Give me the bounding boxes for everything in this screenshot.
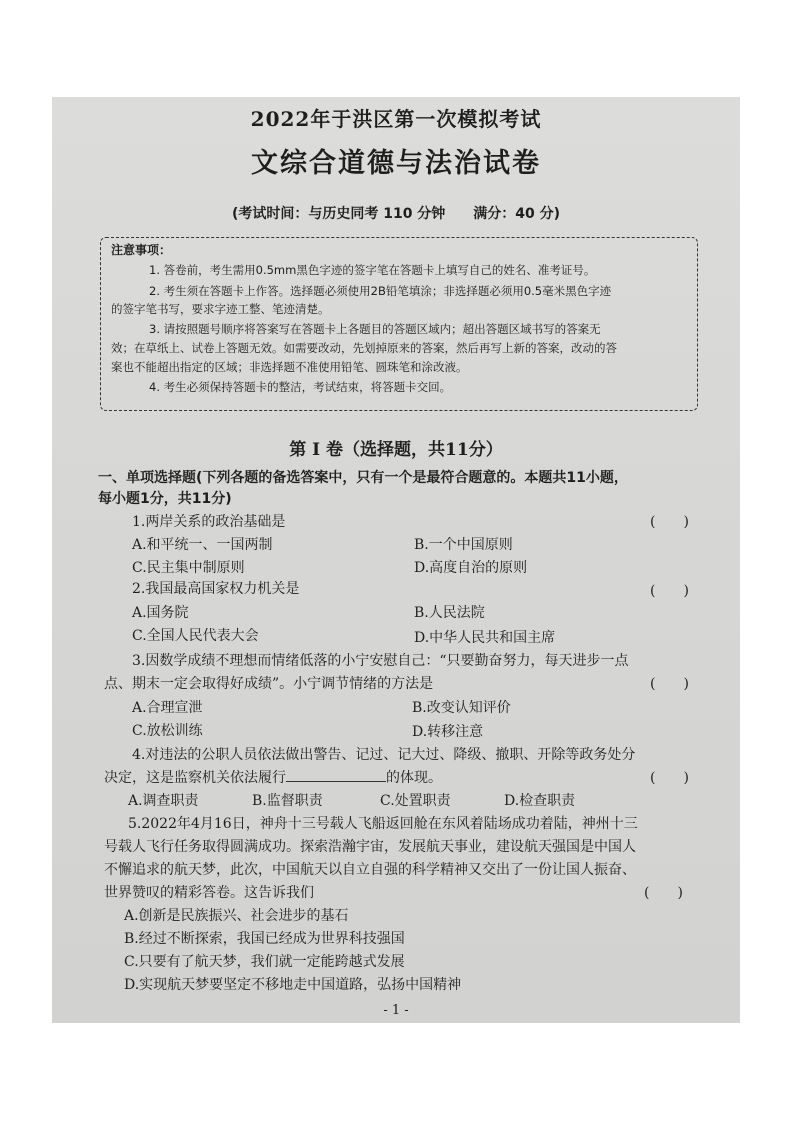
option: A.创新是民族振兴、社会进步的基石 [124, 908, 349, 924]
notice-box [100, 237, 698, 411]
option: C.只要有了航天梦，我们就一定能跨越式发展 [124, 954, 405, 970]
notice-line: 的签字笔书写，要求字迹工整、笔迹清楚。 [111, 302, 330, 316]
question-stem: 3.因数学成绩不理想而情绪低落的小宁安慰自己：“只要勤奋努力，每天进步一点 [132, 653, 629, 669]
option: A.和平统一、一国两制 [132, 537, 273, 553]
option: D.实现航天梦要坚定不移地走中国道路，弘扬中国精神 [124, 977, 462, 993]
question-stem: 5.2022年4月16日，神舟十三号载人飞船返回舱在东风着陆场成功着陆，神州十三 [128, 816, 638, 832]
option: D.转移注意 [412, 724, 484, 740]
question-stem-part: 决定，这是监察机关依法履行 [104, 770, 286, 786]
answer-paren: ( ) [650, 583, 689, 599]
option: B.人民法院 [414, 605, 485, 621]
question-stem: 世界赞叹的精彩答卷。这告诉我们 [104, 885, 314, 901]
section-title: 第 I 卷（选择题，共11分） [289, 440, 503, 460]
notice-line: 3. 请按照题号顺序将答案写在答题卡上各题目的答题区域内；超出答题区域书写的答案无 [149, 322, 601, 336]
answer-paren: ( ) [650, 770, 689, 786]
option: B.监督职责 [252, 793, 323, 809]
notice-line: 4. 考生必须保持答题卡的整洁，考试结束，将答题卡交回。 [149, 380, 452, 394]
notice-line: 1. 答卷前，考生需用0.5mm黑色字迹的签字笔在答题卡上填写自己的姓名、准考证号。 [149, 263, 596, 277]
option: D.高度自治的原则 [414, 560, 528, 576]
option: C.全国人民代表大会 [132, 628, 259, 644]
exam-subtitle: 文综合道德与法治试卷 [251, 148, 541, 179]
answer-paren: ( ) [650, 676, 689, 692]
question-stem: 1.两岸关系的政治基础是 [132, 514, 286, 530]
notice-line: 案也不能超出指定的区域；非选择题不准使用铅笔、圆珠笔和涂改液。 [111, 360, 468, 374]
exam-info: (考试时间：与历史同考 110 分钟 满分：40 分) [231, 206, 561, 222]
notice-heading: 注意事项： [111, 243, 172, 257]
answer-paren: ( ) [644, 885, 683, 901]
option: D.检查职责 [504, 793, 576, 809]
option: C.民主集中制原则 [132, 560, 245, 576]
question-stem [104, 767, 442, 787]
question-stem: 2.我国最高国家权力机关是 [132, 581, 300, 597]
option: B.改变认知评价 [412, 700, 511, 716]
answer-paren: ( ) [650, 514, 689, 530]
page-number: - 1 - [383, 1003, 409, 1018]
question-stem-part: 的体现。 [386, 770, 442, 786]
answer-blank [286, 781, 386, 782]
option: A.国务院 [132, 605, 189, 621]
notice-line: 效；在草纸上、试卷上答题无效。如需要改动，先划掉原来的答案，然后再写上新的答案，改动的答 [111, 341, 617, 355]
exam-paper [52, 97, 740, 1023]
option: C.处置职责 [380, 793, 451, 809]
option: C.放松训练 [132, 723, 203, 739]
question-stem: 4.对违法的公职人员依法做出警告、记过、记大过、降级、撤职、开除等政务处分 [132, 747, 636, 763]
exam-title: 2022年于洪区第一次模拟考试 [250, 107, 542, 131]
option: B.一个中国原则 [414, 537, 513, 553]
section-heading: 每小题1分，共11分) [98, 491, 232, 507]
option: A.合理宣泄 [132, 700, 203, 716]
option: B.经过不断探索，我国已经成为世界科技强国 [124, 931, 405, 947]
option: A.调查职责 [128, 793, 199, 809]
question-stem: 号载人飞行任务取得圆满成功。探索浩瀚宇宙，发展航天事业，建设航天强国是中国人 [104, 839, 636, 855]
section-heading: 一、单项选择题(下列各题的备选答案中，只有一个是最符合题意的。本题共11小题， [98, 470, 628, 486]
option: D.中华人民共和国主席 [414, 630, 556, 646]
notice-line: 2. 考生须在答题卡上作答。选择题必须使用2B铅笔填涂；非选择题必须用0.5毫米黑色字迹 [149, 284, 612, 298]
question-stem: 不懈追求的航天梦，此次，中国航天以自立自强的科学精神又交出了一份让国人振奋、 [104, 862, 636, 878]
question-stem: 点、期末一定会取得好成绩”。小宁调节情绪的方法是 [104, 676, 434, 692]
